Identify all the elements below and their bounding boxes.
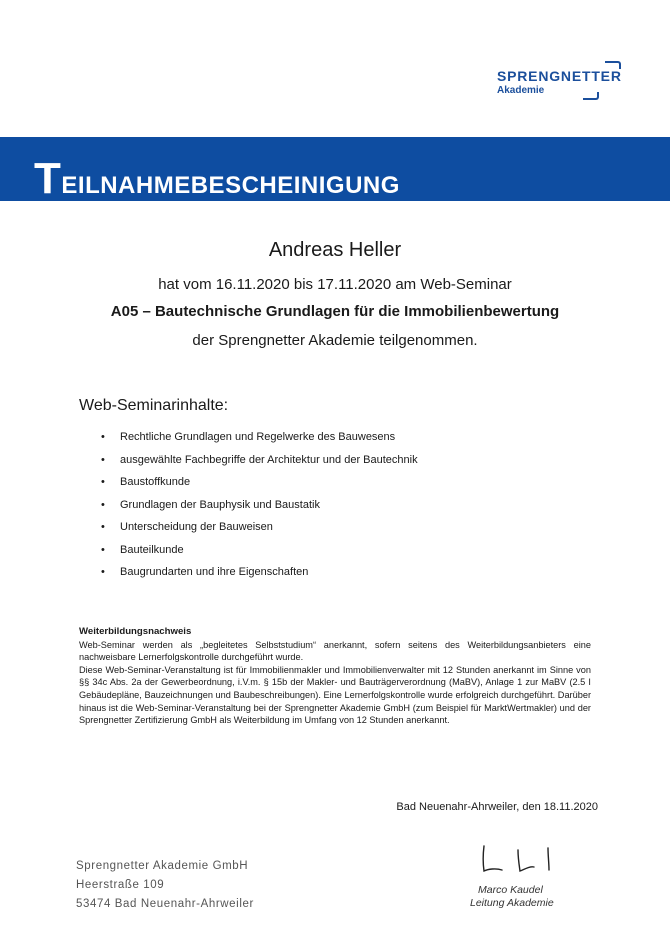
address-city: 53474 Bad Neuenahr-Ahrweiler bbox=[76, 898, 254, 910]
bullet-icon: • bbox=[101, 431, 105, 443]
signer-name: Marco Kaudel bbox=[478, 884, 543, 896]
training-proof-section bbox=[79, 626, 591, 727]
bullet-icon: • bbox=[101, 566, 105, 578]
training-proof-paragraph-1: Web-Seminar werden als „begleitetes Selbststudium“ anerkannt, sofern seitens des Weiterbildungsanbieters eine nachweisbare Lernerfolgskontrolle durchgeführt wurde. bbox=[79, 639, 591, 663]
logo-name: SPRENGNETTER bbox=[497, 68, 622, 84]
topic-item bbox=[0, 521, 560, 539]
topic-text: ausgewählte Fachbegriffe der Architektur und der Bautechnik bbox=[120, 453, 418, 466]
topic-text: Rechtliche Grundlagen und Regelwerke des Bauwesens bbox=[120, 431, 396, 443]
logo-bracket-bottom-shape bbox=[583, 92, 599, 100]
sprengnetter-logo bbox=[497, 60, 623, 100]
signer-role: Leitung Akademie bbox=[470, 897, 554, 909]
topic-item bbox=[0, 499, 560, 517]
attendance-organizer: der Sprengnetter Akademie teilgenommen. bbox=[192, 332, 478, 349]
training-proof-paragraph-2: Diese Web-Seminar-Veranstaltung ist für Immobilienmakler und Immobilienverwalter mit 12 Stunden anerkannt im Sinne von §§ 34c Abs. 2a der Gewerbeordnung, i.V.m. § 15b der Makler- und Bauträgerverordnung (MaBV), Anlage 1 zur MaBV (2.5 I Gebäudepläne, Bauzeichnungen und Baubeschreibungen). Eine Lernerfolgskontrolle wurde erfolgreich durchgeführt. Darüber hinaus ist die Web-Seminar-Veranstaltung bei der Sprengnetter Akademie GmbH (zum Beispiel für MarktWertmakler) und der Sprengnetter Zertifizierung GmbH als Weiterbildung im Umfang von 12 Stunden anerkannt. bbox=[79, 664, 591, 726]
attendance-dates: hat vom 16.11.2020 bis 17.11.2020 am Web-Seminar bbox=[158, 276, 512, 293]
topic-item bbox=[0, 544, 560, 562]
bullet-icon: • bbox=[101, 453, 105, 466]
bullet-icon: • bbox=[101, 498, 105, 511]
topic-text: Baustoffkunde bbox=[120, 476, 191, 488]
signature-image bbox=[478, 844, 558, 876]
topic-text: Bauteilkunde bbox=[120, 543, 184, 556]
topic-item bbox=[0, 454, 560, 472]
bullet-icon: • bbox=[101, 476, 105, 488]
company-address bbox=[76, 857, 254, 914]
topic-item bbox=[0, 566, 560, 584]
bullet-icon: • bbox=[101, 521, 105, 533]
topic-text: Baugrundarten und ihre Eigenschaften bbox=[120, 566, 309, 578]
address-street: Heerstraße 109 bbox=[76, 879, 165, 891]
topic-text: Unterscheidung der Bauweisen bbox=[120, 521, 273, 533]
title-banner bbox=[0, 137, 670, 201]
address-company: Sprengnetter Akademie GmbH bbox=[76, 860, 249, 872]
logo-subtitle: Akademie bbox=[497, 85, 545, 96]
contents-heading: Web-Seminarinhalte: bbox=[79, 397, 229, 414]
training-proof-heading: Weiterbildungsnachweis bbox=[79, 626, 192, 637]
place-and-date: Bad Neuenahr-Ahrweiler, den 18.11.2020 bbox=[396, 801, 598, 813]
topic-item bbox=[0, 476, 560, 494]
participant-name: Andreas Heller bbox=[268, 239, 402, 261]
topic-text: Grundlagen der Bauphysik und Baustatik bbox=[120, 498, 320, 511]
topic-item bbox=[0, 431, 560, 449]
signer-block bbox=[470, 884, 590, 910]
bullet-icon: • bbox=[101, 543, 105, 556]
certificate-title: Teilnahmebescheinigung bbox=[34, 154, 400, 203]
seminar-title: A05 – Bautechnische Grundlagen für die Immobilienbewertung bbox=[110, 303, 560, 320]
